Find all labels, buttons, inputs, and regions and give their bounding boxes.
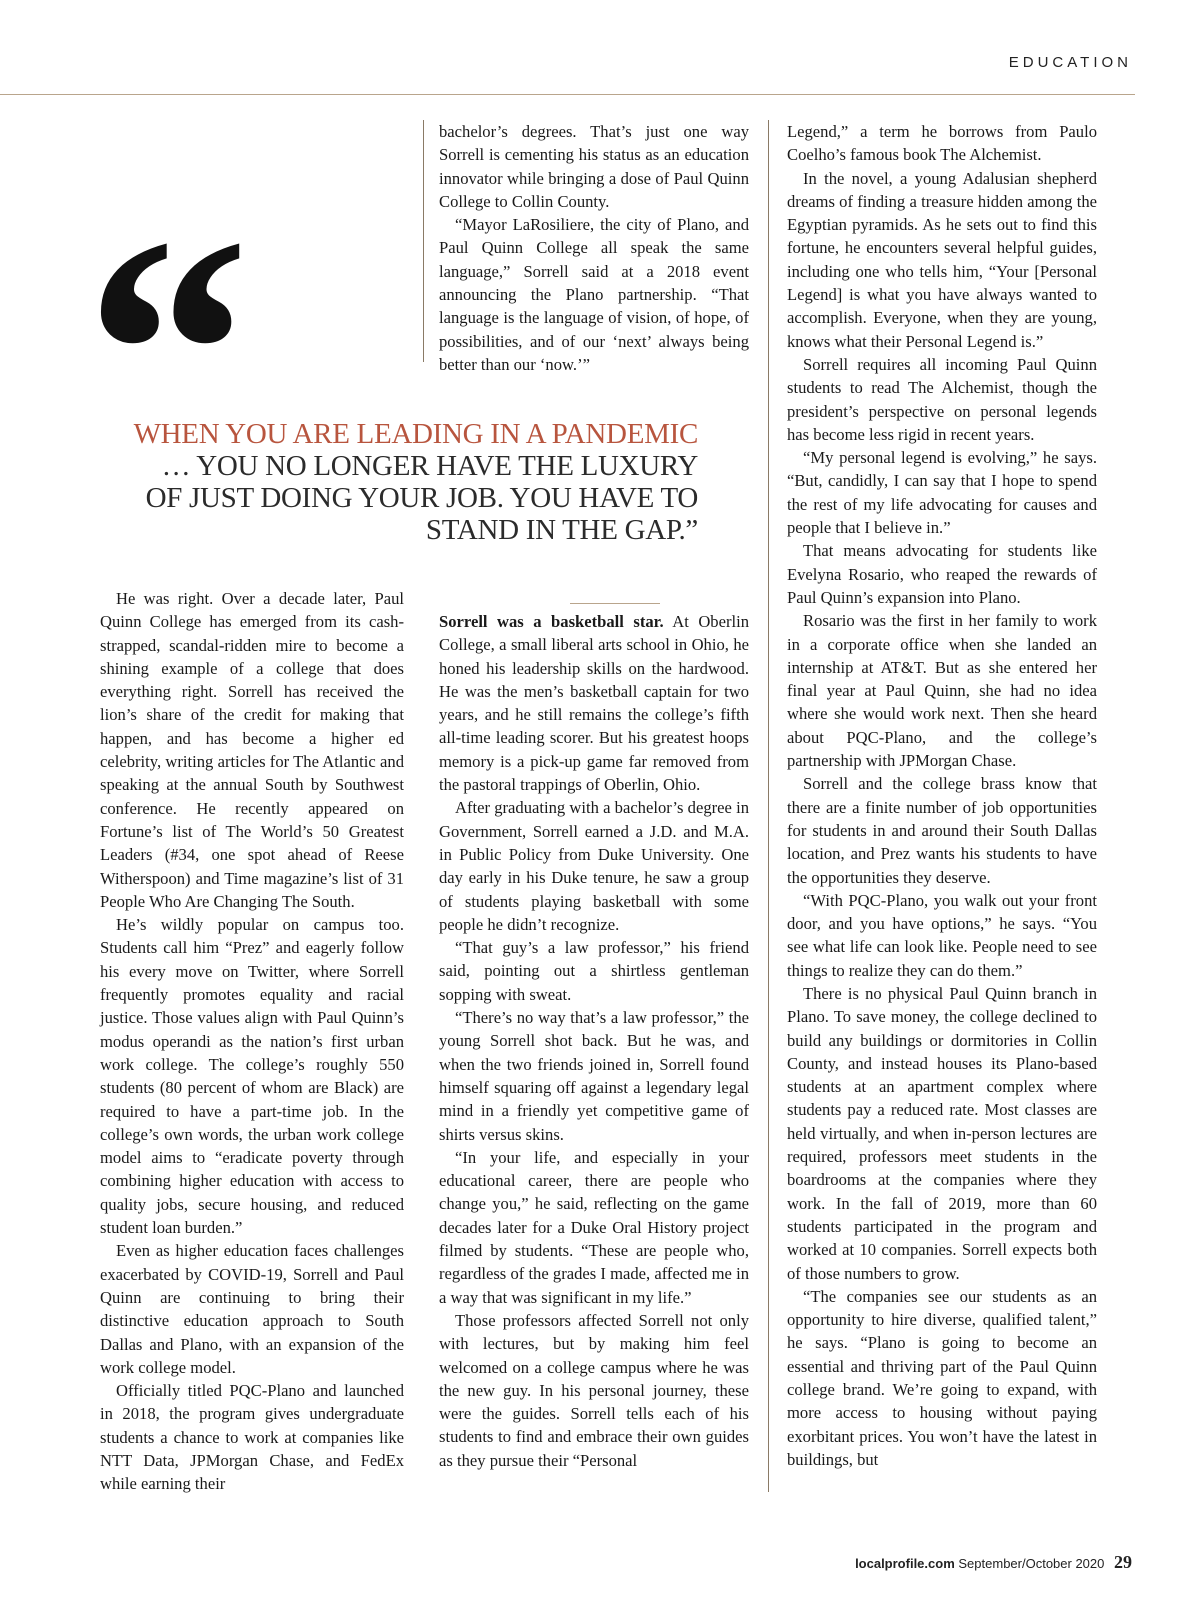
- paragraph: “There’s no way that’s a law professor,” the young Sorrell shot back. But he was, and when the two friends joined in, Sorrell found himself squaring off against a legendary legal mind in a friendly yet competitive game of shirts versus skins.: [439, 1008, 749, 1144]
- pull-quote-line-3: OF JUST DOING YOUR JOB. YOU HAVE TO: [145, 482, 698, 514]
- footer-site: localprofile.com: [855, 1556, 955, 1571]
- paragraph: bachelor’s degrees. That’s just one way Sorrell is cementing his status as an education innovator while bringing a dose of Paul Quinn College to Collin County.: [439, 122, 749, 211]
- pull-quote-line-2: … YOU NO LONGER HAVE THE LUXURY: [161, 450, 698, 482]
- lead-in: Sorrell was a basketball star.: [439, 612, 664, 631]
- paragraph: Rosario was the first in her family to work in a corporate office when she landed an internship at AT&T. But as she entered her final year at Paul Quinn, she had no idea where she would work next. Then she heard about PQC-Plano, and the college’s partnership with JPMorgan Chase.: [787, 611, 1097, 771]
- section-divider: [570, 603, 660, 604]
- pull-quote-line-1: WHEN YOU ARE LEADING IN A PANDEMIC: [133, 418, 698, 450]
- paragraph: Those professors affected Sorrell not only with lectures, but by making him feel welcomed on a college campus where he was the new guy. In his personal journey, these were the guides. Sorrell tells each of his students to find and embrace their own guides as they pursue their “Personal: [439, 1310, 749, 1470]
- paragraph: “In your life, and especially in your educational career, there are people who change you,” he said, reflecting on the game decades later for a Duke Oral History project filmed by students. “These are people who, regardless of the grades I made, affected me in a way that was significant in my life.”: [439, 1147, 749, 1307]
- paragraph: “With PQC-Plano, you walk out your front door, and you have options,” he says. “You see what life can look like. People need to see things to realize they can do them.”: [787, 890, 1097, 980]
- paragraph: There is no physical Paul Quinn branch in Plano. To save money, the college declined to build any buildings or dormitories in Collin County, and instead houses its Plano-based students at an apartment complex where students pay a reduced rate. Most classes are held virtually, and when in-person lectures are required, professors meet students in the boardrooms at the companies where they work. In the fall of 2019, more than 60 students participated in the program and worked at 10 companies. Sorrell expects both of those numbers to grow.: [787, 983, 1097, 1283]
- column-left: [100, 587, 404, 1496]
- paragraph: Sorrell was a basketball star. At Oberlin College, a small liberal arts school in Ohio, he honed his leadership skills on the hardwood. He was the men’s basketball captain for two years, and he still remains the college’s fifth all-time leading scorer. But his greatest hoops memory is a pick-up game far removed from the pastoral trappings of Oberlin, Ohio.: [439, 612, 750, 795]
- paragraph: In the novel, a young Adalusian shepherd dreams of finding a treasure hidden among the Egyptian pyramids. As he sets out to find this fortune, he encounters several helpful guides, including one who tells him, “Your [Personal Legend] is what you have always wanted to accomplish. Everyone, when they are young, knows what their Personal Legend is.”: [787, 168, 1097, 351]
- paragraph: “That guy’s a law professor,” his friend said, pointing out a shirtless gentleman sopping with sweat.: [439, 938, 749, 1004]
- pull-quote-line-4: STAND IN THE GAP.”: [425, 514, 698, 546]
- column-middle-top: [439, 120, 749, 376]
- header-rule: [0, 94, 1135, 95]
- paragraph: He was right. Over a decade later, Paul Quinn College has emerged from its cash-strapped, scandal-ridden mire to become a shining example of a college that does everything right. Sorrell has received the lion’s share of the credit for making that happen, and has become a higher ed celebrity, writing articles for The Atlantic and speaking at the annual South by Southwest conference. He recently appeared on Fortune’s list of The World’s 50 Greatest Leaders (#34, one spot ahead of Reese Witherspoon) and Time magazine’s list of 31 People Who Are Changing The South.: [100, 589, 404, 911]
- quote-mark-icon: “: [85, 170, 250, 535]
- column-rule-right: [768, 120, 769, 1492]
- paragraph: He’s wildly popular on campus too. Students call him “Prez” and eagerly follow his every move on Twitter, where Sorrell frequently promotes equality and racial justice. Those values align with Paul Quinn’s modus operandi as the nation’s first urban work college. The college’s roughly 550 students (80 percent of whom are Black) are required to have a part-time job. In the college’s own words, the urban work college model aims to “eradicate poverty through combining higher education with access to quality jobs, secure housing, and reduced student loan burden.”: [100, 915, 404, 1238]
- column-right: [787, 120, 1097, 1471]
- pull-quote: [100, 418, 698, 546]
- paragraph: Sorrell requires all incoming Paul Quinn students to read The Alchemist, though the president’s perspective on personal legends has become less rigid in recent years.: [787, 354, 1097, 444]
- page-footer: [855, 1552, 1132, 1573]
- paragraph: Even as higher education faces challenges exacerbated by COVID-19, Sorrell and Paul Quinn are continuing to bring their distinctive education approach to South Dallas and Plano, with an expansion of the work college model.: [100, 1241, 404, 1377]
- paragraph: Legend,” a term he borrows from Paulo Coelho’s famous book The Alchemist.: [787, 122, 1097, 165]
- section-label: EDUCATION: [1008, 54, 1132, 71]
- page-number: 29: [1114, 1552, 1132, 1572]
- paragraph: “Mayor LaRosiliere, the city of Plano, and Paul Quinn College all speak the same language,” Sorrell said at a 2018 event announcing the Plano partnership. “That language is the language of vision, of hope, of possibilities, and of our ‘next’ always being better than our ‘now.’”: [439, 215, 749, 374]
- column-middle-bottom: [439, 610, 749, 1472]
- paragraph: Sorrell and the college brass know that there are a finite number of job opportunities for students in and around their South Dallas location, and Prez wants his students to have the opportunities they deserve.: [787, 774, 1097, 887]
- paragraph: Officially titled PQC-Plano and launched in 2018, the program gives undergraduate students a chance to work at companies like NTT Data, JPMorgan Chase, and FedEx while earning their: [100, 1381, 404, 1494]
- paragraph: “The companies see our students as an opportunity to hire diverse, qualified talent,” he says. “Plano is going to become an essential and thriving part of the Paul Quinn college brand. We’re going to expand, with more access to housing without paying exorbitant prices. You won’t have the latest in buildings, but: [787, 1286, 1097, 1469]
- column-rule-top: [423, 120, 424, 362]
- paragraph: That means advocating for students like Evelyna Rosario, who reaped the rewards of Paul Quinn’s expansion into Plano.: [787, 541, 1097, 607]
- paragraph: “My personal legend is evolving,” he says. “But, candidly, I can say that I hope to spend the rest of my life advocating for causes and people that I believe in.”: [787, 448, 1097, 538]
- footer-issue: September/October 2020: [958, 1556, 1105, 1571]
- paragraph: After graduating with a bachelor’s degree in Government, Sorrell earned a J.D. and M.A. in Public Policy from Duke University. One day early in his Duke tenure, he saw a group of students playing basketball with some people he didn’t recognize.: [439, 798, 749, 934]
